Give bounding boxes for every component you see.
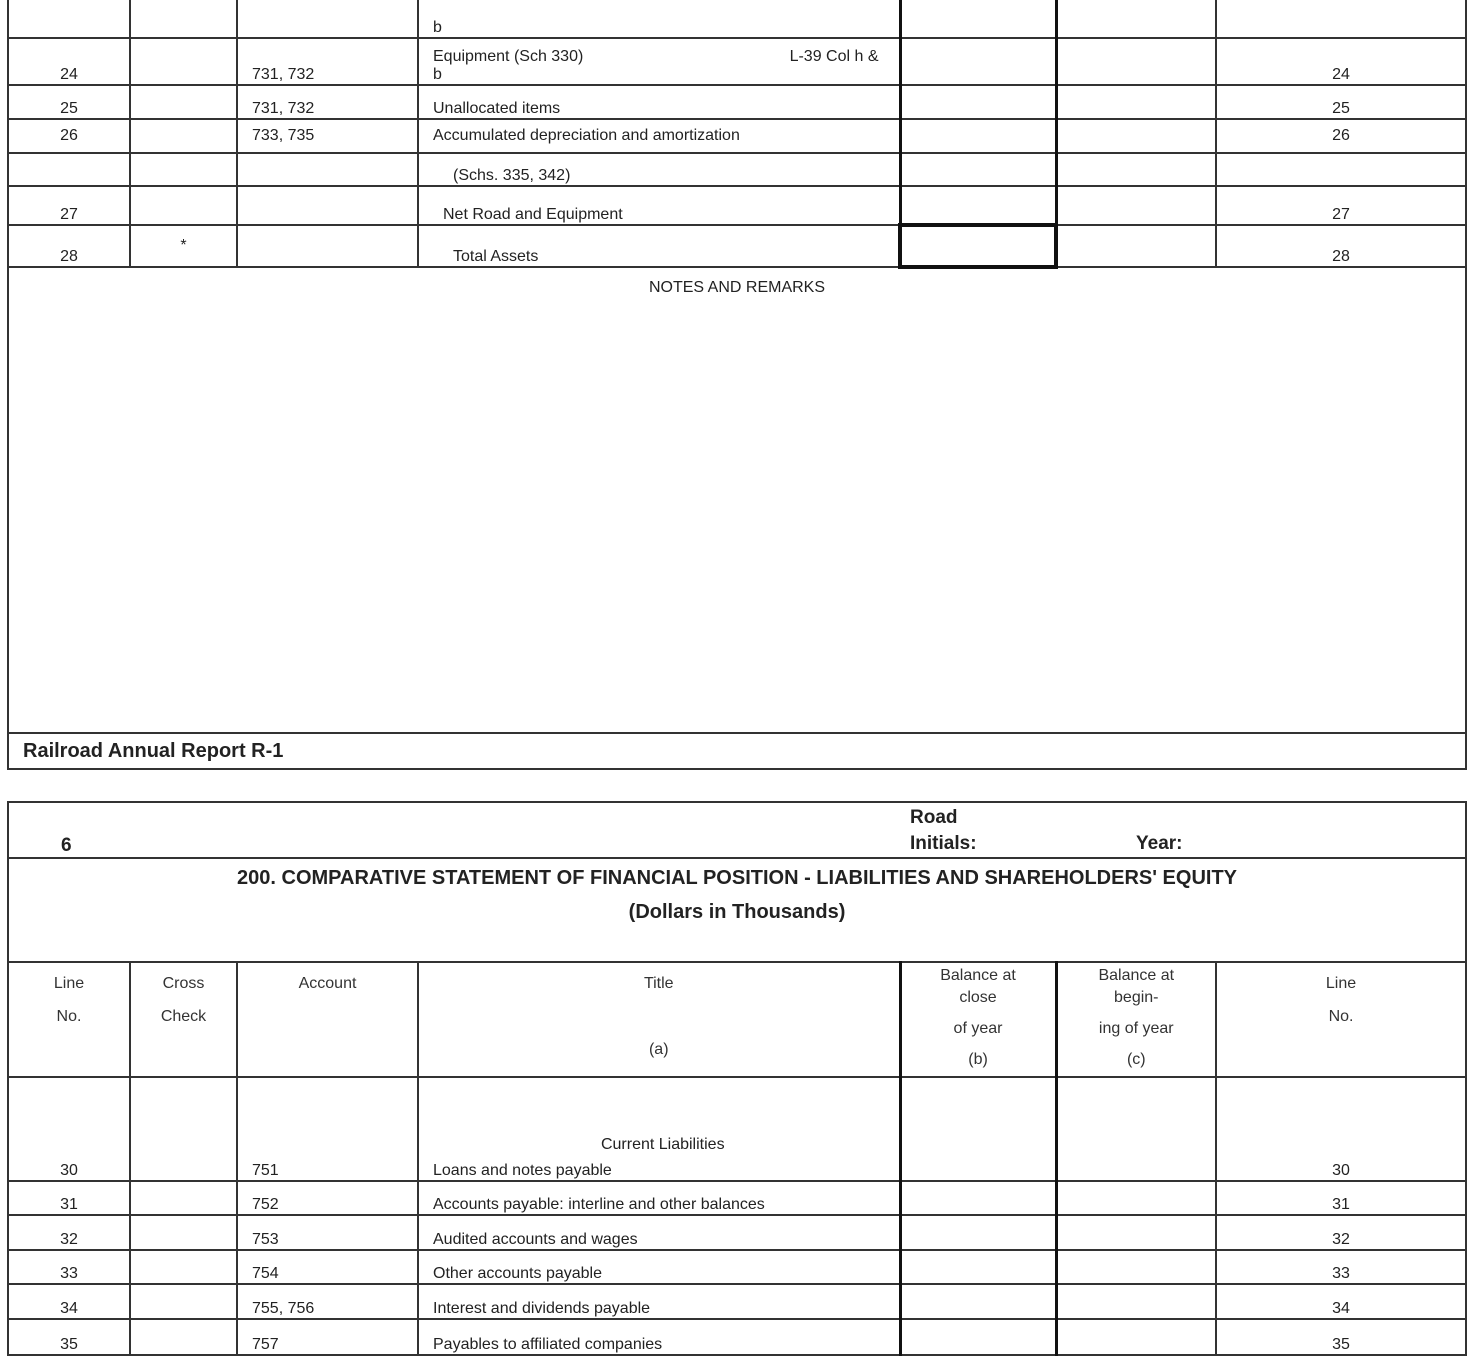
header-text: begin- [1114,989,1159,1006]
title-with-reference [433,48,893,66]
row-title-text: Loans and notes payable [433,1162,612,1179]
header-text: No. [56,1008,82,1025]
table-row [8,1077,1466,1181]
notes-heading: NOTES AND REMARKS [648,279,826,296]
balance-begin-cell[interactable] [1056,1181,1216,1215]
cross-check [130,85,237,119]
line-number: 24 [8,38,130,85]
balance-begin-cell[interactable] [1056,1319,1216,1355]
assets-table-continuation [7,0,1467,770]
balance-begin-cell[interactable] [1056,85,1216,119]
table-row [8,119,1466,153]
line-number-right [1216,0,1466,38]
row-title: Payables to affiliated companies [418,1319,900,1355]
report-footer: Railroad Annual Report R-1 [8,733,1466,769]
line-number-right: 34 [1216,1284,1466,1319]
line-number: 26 [8,119,130,153]
balance-close-cell[interactable] [900,1181,1056,1215]
row-title: (Schs. 335, 342) [418,153,900,186]
cross-check [130,1181,237,1215]
table-row [8,0,1466,38]
row-title: Accounts payable: interline and other balances [418,1181,900,1215]
balance-begin-cell[interactable] [1056,38,1216,85]
balance-close-cell[interactable] [900,1284,1056,1319]
table-row [8,153,1466,186]
line-number-right: 32 [1216,1215,1466,1250]
header-balance-begin [1056,962,1216,1077]
cross-check [130,1215,237,1250]
balance-begin-cell[interactable] [1056,119,1216,153]
page-number-cell [8,802,900,858]
table-row [8,1181,1466,1215]
row-title [418,38,900,85]
header-text: of year [953,1020,1003,1037]
line-number: 32 [8,1215,130,1250]
header-text: No. [1328,1008,1354,1025]
account-number [237,153,418,186]
account-number [237,225,418,267]
notes-row [8,267,1466,733]
balance-close-cell[interactable] [900,0,1056,38]
row-title: b [418,0,900,38]
row-title: Unallocated items [418,85,900,119]
line-number: 33 [8,1250,130,1284]
line-number: 27 [8,186,130,225]
line-number-right: 33 [1216,1250,1466,1284]
balance-begin-cell[interactable] [1056,1250,1216,1284]
header-balance-close [900,962,1056,1077]
statement-subtitle: (Dollars in Thousands) [628,901,846,923]
balance-close-cell[interactable] [900,153,1056,186]
header-text: Line [1325,975,1357,992]
row-title-reference: L-39 Col h & [789,48,879,65]
cross-check [130,38,237,85]
cross-check: * [130,225,237,267]
table-row [8,85,1466,119]
cross-check [130,1250,237,1284]
account-number [237,186,418,225]
header-sub: (b) [968,1051,988,1068]
line-number-right: 30 [1216,1077,1466,1181]
statement-title-cell [8,858,1466,962]
account-number: 757 [237,1319,418,1355]
balance-begin-cell[interactable] [1056,0,1216,38]
account-number: 751 [237,1077,418,1181]
balance-begin-cell[interactable] [1056,225,1216,267]
table-row [8,1250,1466,1284]
balance-close-cell[interactable] [900,38,1056,85]
balance-close-cell[interactable] [900,85,1056,119]
line-number-right: 31 [1216,1181,1466,1215]
table-row [8,1284,1466,1319]
table-row [8,1215,1466,1250]
row-title [418,1077,900,1181]
account-number [237,0,418,38]
cross-check [130,1319,237,1355]
line-number-right: 27 [1216,186,1466,225]
notes-and-remarks-area[interactable] [8,267,1466,733]
row-title: Interest and dividends payable [418,1284,900,1319]
row-title: Audited accounts and wages [418,1215,900,1250]
line-number: 34 [8,1284,130,1319]
table-row-total [8,225,1466,267]
balance-close-cell[interactable] [900,1077,1056,1181]
header-line-no [8,962,130,1077]
row-title: Net Road and Equipment [418,186,900,225]
row-title: Accumulated depreciation and amortization [418,119,900,153]
cross-check [130,1284,237,1319]
line-number [8,153,130,186]
page-header-row [8,802,1466,858]
liabilities-table [7,801,1467,1356]
balance-close-cell[interactable] [900,186,1056,225]
line-number-right: 26 [1216,119,1466,153]
balance-begin-cell[interactable] [1056,1077,1216,1181]
header-line-no-right [1216,962,1466,1077]
cross-check [130,0,237,38]
page-number: 6 [61,835,72,856]
total-close-cell[interactable] [900,225,1056,267]
account-number: 753 [237,1215,418,1250]
year-label: Year: [1136,833,1183,854]
footer-row [8,733,1466,769]
header-sub: (c) [1126,1051,1146,1068]
header-sub: (a) [648,1041,669,1058]
account-number: 755, 756 [237,1284,418,1319]
column-header-row [8,962,1466,1077]
section-label: Current Liabilities [600,1136,725,1153]
row-title: Other accounts payable [418,1250,900,1284]
header-text: Balance at [940,967,1016,984]
header-text: Balance at [1098,967,1175,984]
road-initials-cell [900,802,1466,858]
row-title: Total Assets [418,225,900,267]
table-row [8,186,1466,225]
header-text: Check [160,1008,207,1025]
account-number: 754 [237,1250,418,1284]
line-number-right: 24 [1216,38,1466,85]
row-title-text: Equipment (Sch 330) [433,48,584,65]
line-number: 30 [8,1077,130,1181]
line-number: 28 [8,225,130,267]
account-number: 731, 732 [237,85,418,119]
balance-close-cell[interactable] [900,1319,1056,1355]
header-text: Title [643,975,674,992]
header-text: Line [53,975,85,992]
cross-check [130,186,237,225]
initials-label: Initials: [910,833,977,854]
road-label: Road [910,807,958,828]
account-number: 731, 732 [237,38,418,85]
table-row [8,38,1466,85]
cross-check [130,119,237,153]
header-text: Cross [162,975,205,992]
balance-begin-cell[interactable] [1056,186,1216,225]
header-text: close [959,989,997,1006]
line-number [8,0,130,38]
balance-begin-cell[interactable] [1056,1215,1216,1250]
line-number: 25 [8,85,130,119]
line-number: 35 [8,1319,130,1355]
statement-title-row [8,858,1466,962]
line-number-right: 28 [1216,225,1466,267]
line-number-right: 25 [1216,85,1466,119]
header-text: ing of year [1098,1020,1174,1037]
table-row [8,1319,1466,1355]
line-number: 31 [8,1181,130,1215]
balance-close-cell[interactable] [900,119,1056,153]
balance-close-cell[interactable] [900,1250,1056,1284]
statement-title: 200. COMPARATIVE STATEMENT OF FINANCIAL POSITION - LIABILITIES AND SHAREHOLDERS' EQUITY [237,867,1238,889]
cross-check [130,1077,237,1181]
header-cross-check [130,962,237,1077]
balance-begin-cell[interactable] [1056,1284,1216,1319]
cross-check [130,153,237,186]
account-number: 733, 735 [237,119,418,153]
header-account [237,962,418,1077]
balance-begin-cell[interactable] [1056,153,1216,186]
row-title-line2: b [433,66,442,83]
initials-year-line [910,831,1459,857]
header-text: Account [298,975,357,992]
line-number-right [1216,153,1466,186]
balance-close-cell[interactable] [900,1215,1056,1250]
header-title [418,962,900,1077]
line-number-right: 35 [1216,1319,1466,1355]
account-number: 752 [237,1181,418,1215]
